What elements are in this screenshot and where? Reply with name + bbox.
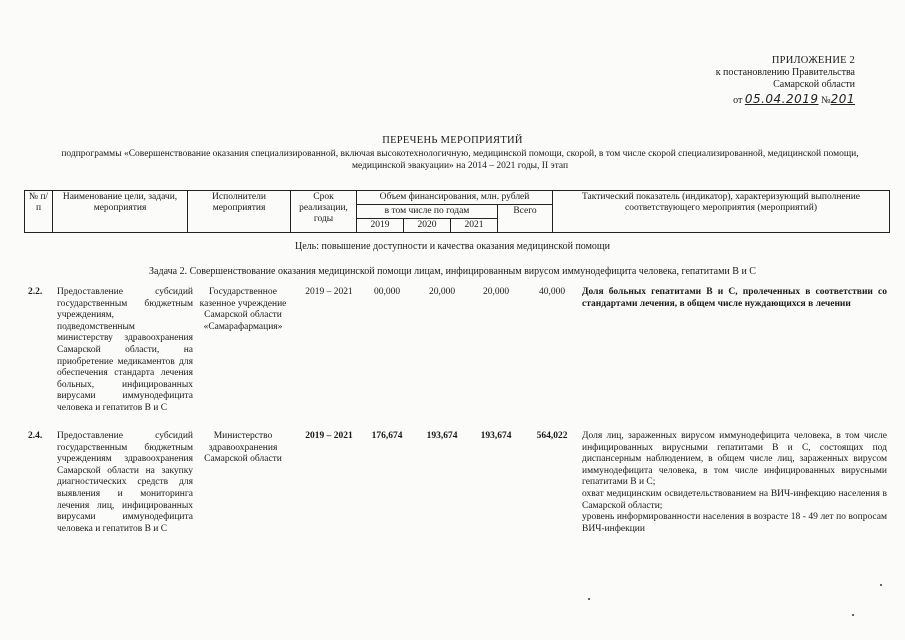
appendix-title: ПРИЛОЖЕНИЕ 2 [771,55,855,66]
appendix-line-2: Самарской области [773,79,855,90]
handwritten-number: 201 [830,92,855,106]
header-year: 2021 [451,219,498,233]
row-value-2019: 00,000 [373,287,401,297]
row-name: Предоставление субсидий государственным бюджетным учреждениям здравоохранения Самарской области на закупку диагностических средств для выявления и мониторинга лечения лиц, инфицированных вирусами иммунодефицита человека и гепатитов B и C [57,431,193,534]
indicator-line: Доля лиц, зараженных вирусом иммунодефицита человека, в том числе инфицированных вирусными гепатитами B и C, состоящих под диспансерным наблюдением, в общем числе лиц, зараженных вирусом иммунодефицита человека, в том числе инфицированных вирусными гепатитами B и C; [582,431,887,488]
row-number: 2.4. [28,431,43,441]
row-indicator [582,431,887,535]
document-subtitle: подпрограммы «Совершенствование оказания специализированной, включая высокотехнологичную, медицинской помощи, скорой, в том числе скорой специализированной, медицинской помощи, медицинской эвакуации» на 2014 – 2021 годы, II этап [61,149,859,171]
row-value-2020: 193,674 [426,431,458,441]
row-value-2019: 176,674 [371,431,403,441]
handwritten-date: 05.04.2019 [744,92,819,106]
document-title: ПЕРЕЧЕНЬ МЕРОПРИЯТИЙ [382,135,523,146]
scan-speck [852,614,854,616]
row-value-total: 564,022 [536,431,568,441]
header-year: 2019 [357,219,404,233]
header-executor: Исполнители мероприятия [188,191,291,233]
appendix-block [675,55,855,107]
row-term: 2019 – 2021 [305,431,353,441]
task-heading: Задача 2. Совершенствование оказания медицинской помощи лицам, инфицированным вирусом иммунодефицита человека, гепатитами B и C [149,266,756,277]
row-value-2021: 193,674 [480,431,512,441]
appendix-line-1: к постановлению Правительства [715,67,855,78]
row-name: Предоставление субсидий государственным бюджетным учреждениям, подведомственным министерству здравоохранения Самарской области, на приобретение медикаментов для обеспечения стандарта лечения больных, инфицированных вирусами иммунодефицита человека и гепатитов B и C [57,287,193,413]
appendix-date [675,93,855,107]
header-year: 2020 [404,219,451,233]
row-executor: Министерство здравоохранения Самарской области [204,431,282,465]
goal-heading: Цель: повышение доступности и качества оказания медицинской помощи [295,241,610,252]
header-num: № п/п [25,191,53,233]
row-executor: Государственное казенное учреждение Самарской области «Самарафармация» [199,287,287,332]
scan-speck [880,584,882,586]
row-value-2020: 20,000 [428,287,456,297]
row-term: 2019 – 2021 [305,287,353,297]
header-indicator: Тактический показатель (индикатор), характеризующий выполнение соответствующего мероприятия (мероприятий) [553,191,890,233]
row-value-total: 40,000 [538,287,566,297]
row-value-2021: 20,000 [482,287,510,297]
header-funding: Объем финансирования, млн. рублей [357,191,553,205]
indicator-line: охват медицинским освидетельствованием на ВИЧ-инфекцию населения в Самарской области; [582,488,887,511]
indicator-line: уровень информированности населения в возрасте 18 - 49 лет по вопросам ВИЧ-инфекции [582,512,887,534]
header-total: Всего [498,205,553,233]
row-indicator: Доля больных гепатитами B и C, пролеченных в соответствии со стандартами лечения, в общем числе нуждающихся в лечении [582,287,887,309]
header-by-years: в том числе по годам [357,205,498,219]
number-prefix: № [821,95,831,106]
scan-speck [588,598,590,600]
row-number: 2.2. [28,287,43,297]
table-header [24,190,890,233]
header-term: Срок реализации, годы [291,191,357,233]
date-prefix: от [733,95,743,106]
header-name: Наименование цели, задачи, мероприятия [53,191,188,233]
